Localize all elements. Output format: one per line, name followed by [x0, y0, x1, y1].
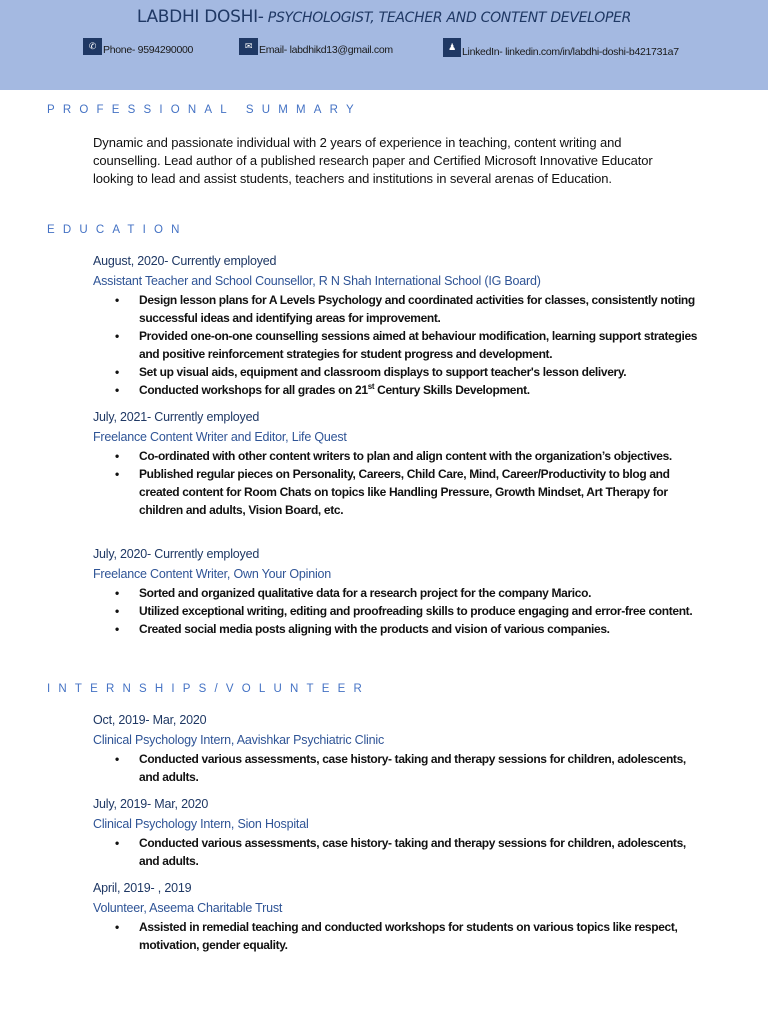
internship-title: Volunteer, Aseema Charitable Trust [93, 901, 283, 915]
list-item: • Created social media posts aligning with the products and vision of various companies. [115, 622, 610, 636]
job-entry [93, 544, 713, 638]
list-item: • Sorted and organized qualitative data for a research project for the company Marico. [115, 586, 592, 600]
name-title [0, 7, 768, 27]
job-title: Freelance Content Writer and Editor, Life Quest [93, 430, 347, 444]
list-item: • Conducted various assessments, case history- taking and therapy sessions for children, adolescents, and adults. [115, 752, 686, 784]
email-text[interactable]: Email- labdhikd13@gmail.com [259, 44, 393, 56]
list-item: • Assisted in remedial teaching and conducted workshops for students on various topics like respect, motivation, gender equality. [115, 920, 678, 952]
internship-entry [93, 794, 713, 870]
internship-entry [93, 710, 713, 786]
internships-heading: INTERNSHIPS/VOLUNTEER [47, 683, 371, 695]
person-icon: ♟ [443, 38, 461, 57]
phone-contact [83, 39, 193, 56]
job-date: July, 2020- Currently employed [93, 547, 260, 561]
internship-date: April, 2019- , 2019 [93, 881, 192, 895]
list-item: • Co-ordinated with other content writers to plan and align content with the organization’s objectives. [115, 449, 672, 463]
email-contact [239, 39, 393, 56]
list-item: • Design lesson plans for A Levels Psychology and coordinated activities for classes, consistently noting successful ideas and identifying areas for improvement. [115, 293, 695, 325]
summary-text: Dynamic and passionate individual with 2 years of experience in teaching, content writing and counselling. Lead author of a published research paper and Certified Microsoft Innovative Educator looking to lead and assist students, teachers and institutions in several arenas of Education. [93, 135, 653, 186]
summary-heading: PROFESSIONAL SUMMARY [47, 104, 362, 116]
job-title: Assistant Teacher and School Counsellor, R N Shah International School (IG Board) [93, 274, 541, 288]
header-band [0, 0, 768, 90]
internship-title: Clinical Psychology Intern, Aavishkar Psychiatric Clinic [93, 733, 384, 747]
envelope-icon: ✉ [239, 38, 258, 55]
list-item: • Set up visual aids, equipment and classroom displays to support teacher's lesson delivery. [115, 365, 627, 379]
education-heading: EDUCATION [47, 224, 188, 236]
internship-date: Oct, 2019- Mar, 2020 [93, 713, 207, 727]
job-date: August, 2020- Currently employed [93, 254, 277, 268]
internship-date: July, 2019- Mar, 2020 [93, 797, 209, 811]
job-title: Freelance Content Writer, Own Your Opinion [93, 567, 332, 581]
linkedin-contact [443, 39, 679, 58]
list-item: • Published regular pieces on Personality, Careers, Child Care, Mind, Career/Productivity to blog and created content for Room Chats on topics like Handling Pressure, Growth Mindset, Art Therapy for children and adults, Vision Board, etc. [115, 467, 670, 517]
job-entry [93, 407, 713, 519]
list-item: • Provided one-on-one counselling sessions aimed at behaviour modification, learning support strategies and positive reinforcement strategies for student progress and development. [115, 329, 698, 361]
phone-text: Phone- 9594290000 [103, 44, 194, 56]
list-item: • Utilized exceptional writing, editing and proofreading skills to produce engaging and error-free content. [115, 604, 693, 618]
list-item: • Conducted various assessments, case history- taking and therapy sessions for children, adolescents, and adults. [115, 836, 686, 868]
internship-title: Clinical Psychology Intern, Sion Hospital [93, 817, 309, 831]
phone-icon: ✆ [83, 38, 102, 55]
internship-entry [93, 878, 713, 954]
candidate-name: LABDHI DOSHI- [136, 7, 264, 27]
candidate-role: PSYCHOLOGIST, TEACHER AND CONTENT DEVELOPER [263, 10, 632, 26]
linkedin-text[interactable]: LinkedIn- linkedin.com/in/labdhi-doshi-b421731a7 [462, 46, 679, 58]
job-date: July, 2021- Currently employed [93, 410, 260, 424]
job-entry [93, 251, 713, 399]
list-item: • Conducted workshops for all grades on 21st Century Skills Development. [115, 382, 530, 397]
